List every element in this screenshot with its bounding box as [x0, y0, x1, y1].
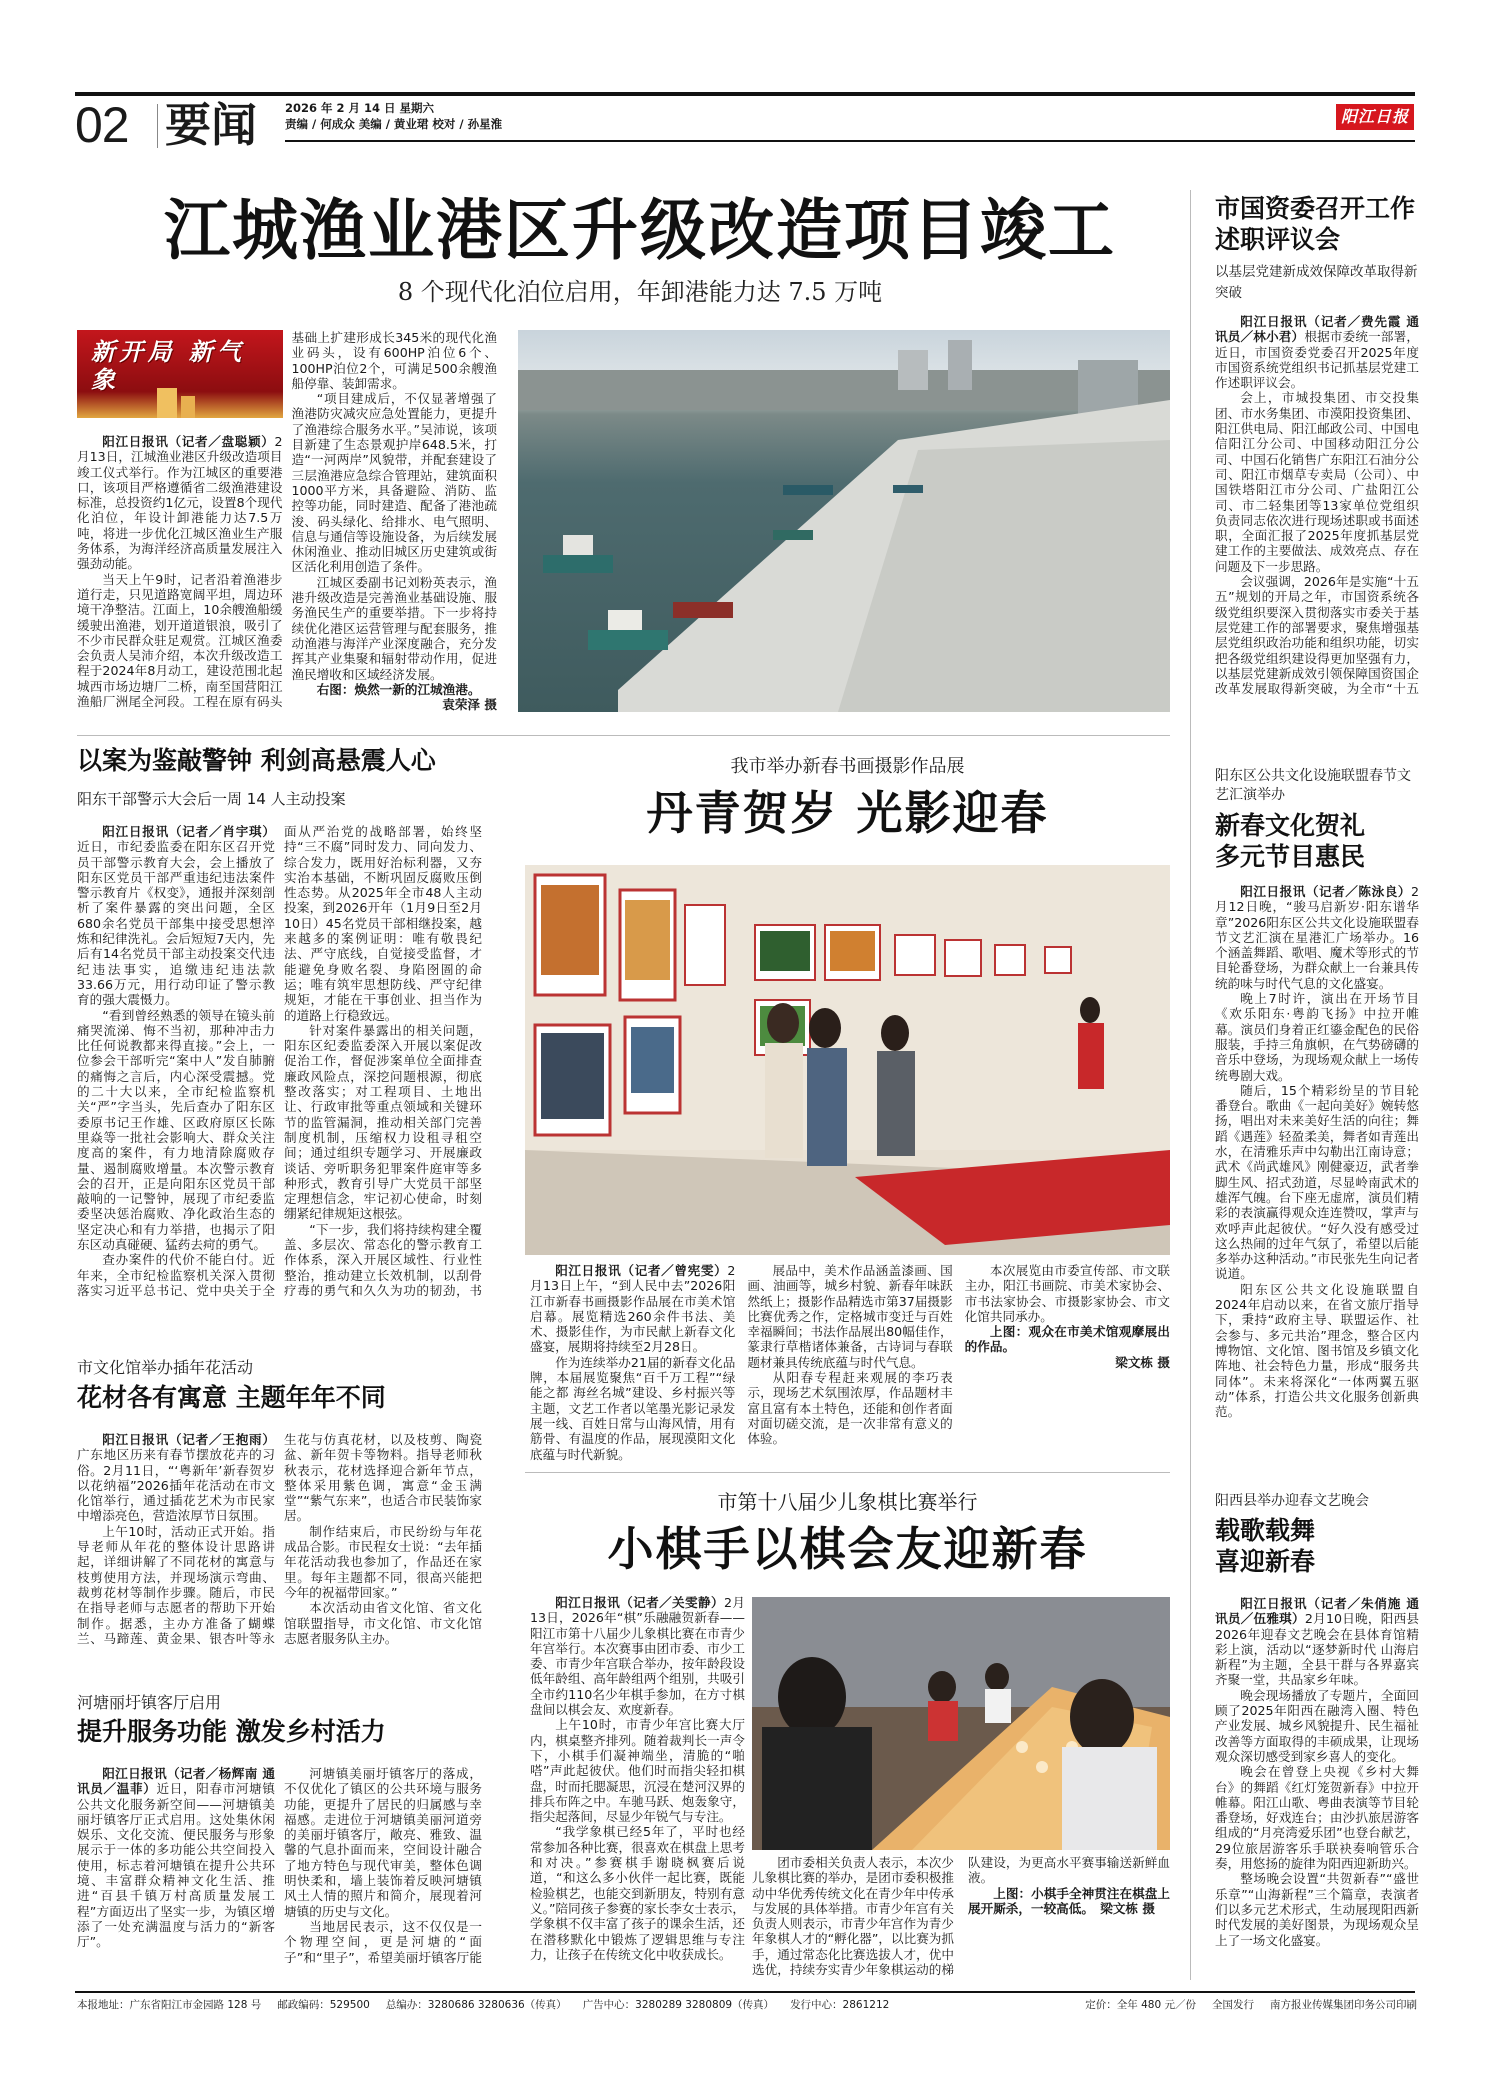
paragraph-text: 2月10日晚，阳西县2026年迎春文艺晚会在县体育馆精彩上演，活动以“逐梦新时代 山海启新程”为主题，全县干群与各界嘉宾齐聚一堂，共品家乡年味。 [1215, 1611, 1419, 1688]
chess-kicker: 市第十八届少儿象棋比赛举行 [717, 1490, 978, 1514]
paragraph-text: 广东地区历来有春节摆放花卉的习俗。2月11日，“‘粤新年’新春贺岁 以花纳福”2026插年花活动在市文化馆举行，通过插花艺术为市民家中增添亮色，营造浓厚节日氛围。 [77, 1447, 275, 1524]
photo-caption [968, 1886, 1170, 1917]
footer-price: 定价：全年 480 元／份 [1085, 1999, 1196, 2011]
footer [77, 1997, 1417, 2012]
byline: 阳江日报讯（记者／关雯静） [555, 1595, 724, 1610]
sasac-body [1215, 314, 1419, 726]
warning-body [77, 824, 482, 1309]
gallery-illustration [525, 865, 1170, 1255]
editors-credit: 责编 / 何成众 美编 / 黄业珺 校对 / 孙星淮 [285, 117, 503, 131]
paragraph [1215, 884, 1419, 991]
paragraph: 上午10时，市青少年宫比赛大厅内，棋桌整齐排列。随着裁判长一声令下，小棋手们凝神端坐，清脆的“啪嗒”声此起彼伏。他们时而指尖轻扣棋盘，时而托腮凝思，沉浸在楚河汉界的排兵布阵之中。车驰马跃、炮轰象守，指尖起落间，尽显少年锐气与专注。 [530, 1717, 745, 1825]
paragraph: 随后，15个精彩纷呈的节目轮番登台。歌曲《一起向美好》婉转悠扬，唱出对未来美好生活的向往；舞蹈《遇莲》轻盈柔美，舞者如青莲出水，在清雅乐声中勾勒出江南诗意；武术《尚武雄风》刚健豪迈，武者拳脚生风、招式劲道，尽显岭南武术的雄浑气魄。台下座无虚席，演员们精彩的表演赢得观众连连赞叹，掌声与欢呼声此起彼伏。“好久没有感受过这么热闹的过年气氛了，希望以后能多举办这种活动。”市民张先生向记者说道。 [1215, 1082, 1419, 1282]
paragraph: 作为连续举办21届的新春文化品牌，本届展览聚焦“百千万工程”“绿能之都 海丝名城”建设、乡村振兴等主题，文艺工作者以笔墨光影记录发展一线、百姓日常与山海风情，用有筋骨、有温度的作品，展现漠阳文化底蕴与时代新貌。 [530, 1354, 736, 1462]
paragraph: 会上，市城投集团、市交投集团、市水务集团、市漠阳投资集团、阳江供电局、阳江邮政公司、中国电信阳江分公司、中国移动阳江分公司、中国石化销售广东阳江石油分公司、阳江市烟草专卖局（公司）、中国铁塔阳江市分公司、广盐阳江公司、市二轻集团等13家单位党组织负责同志依次进行现场述职或书面述职，全面汇报了2025年度抓基层党建工作的主要做法、成效亮点、存在问题及下一步思路。 [1215, 390, 1419, 574]
warning-subheadline: 阳东干部警示大会后一周 14 人主动投案 [77, 790, 346, 808]
caption-text: 上图：观众在市美术馆观摩展出的作品。 [964, 1324, 1170, 1355]
hetang-headline: 提升服务功能 激发乡村活力 [77, 1717, 386, 1746]
paragraph [77, 1766, 275, 1950]
paragraph: 从阳春专程赶来观展的李巧表示，现场艺术氛围浓厚，作品题材丰富且富有本土特色，还能和创作者面对面切磋交流，是一次非常有意义的体验。 [747, 1370, 953, 1447]
footer-issue: 全国发行 [1212, 1999, 1254, 2011]
paragraph-text: 近日，阳春市河塘镇公共文化服务新空间——河塘镇美丽圩镇客厅正式启用。这处集休闲娱乐、文化交流、便民服务与形象展示于一体的多功能公共空间投入使用，标志着河塘镇在提升公共环境、丰富群众精神文化生活、推进“百县千镇万村高质量发展工程”方面迈出了坚实一步，为镇区增添了一处充满温度与活力的“新客厅”。 [77, 1781, 276, 1950]
paragraph: “项目建成后，不仅显著增强了渔港防灾减灾应急处置能力，更提升了渔港综合服务水平。”吴沛说，该项目新建了生态景观护岸648.5米，打造“一河两岸”风貌带，并配套建设了三层渔港应急综合管理站，建筑面积1000平方米，具备避险、消防、监控等功能，同时建造、配备了港池疏浚、码头绿化、给排水、电气照明、信息与通信等设施设备，为后续发展休闲渔业、推动旧城区历史建筑或街区活化利用创造了条件。 [291, 391, 497, 575]
caption-text: 上图：小棋手全神贯注在棋盘上展开厮杀，一较高低。 [968, 1885, 1170, 1916]
top-rule [75, 92, 1415, 96]
exhibit-body [530, 1263, 1170, 1465]
section-title: 要闻 [165, 98, 257, 152]
photo-caption: 右图：焕然一新的江城渔港。 [316, 681, 481, 697]
byline: 阳江日报讯（记者／曾宪雯） [555, 1263, 728, 1278]
lead-headline: 江城渔业港区升级改造项目竣工 [164, 191, 1116, 269]
yangxi-kicker: 阳西县举办迎春文艺晚会 [1215, 1493, 1369, 1509]
exhibit-kicker: 我市举办新春书画摄影作品展 [730, 756, 965, 777]
harbor-photo [518, 330, 1170, 712]
paragraph: 上午10时，活动正式开始。指导老师从年花的整体设计思路讲起，详细讲解了不同花材的寓意与枝剪使用方法，并现场演示弯曲、裁剪花材等制作步骤。随后，市民在指导老师与志愿者的帮助下开始制作。据悉，主办方准备了蝴蝶兰、马蹄莲、黄金果、银杏叶等永生花与仿真花材，以及枝剪、陶瓷盆、新年贺卡等物料。指导老师秋秋表示，花材选择迎合新年节点，整体采用紫色调，寓意“金玉满堂”“紫气东来”，也适合市民装饰家居。 [77, 1432, 482, 1646]
paragraph [77, 824, 275, 1008]
chess-photo [752, 1597, 1170, 1850]
paragraph [1215, 314, 1419, 390]
byline: 阳江日报讯（记者／肖宇琪） [102, 824, 275, 839]
paragraph-text: 2月12日晚，“骏马启新岁·阳东谱华章”2026阳东区公共文化设施联盟春节文艺汇演在星港汇广场举办。16个涵盖舞蹈、歌唱、魔术等形式的节目轮番登场，为群众献上一台兼具传统韵味与时代气息的文化盛宴。 [1215, 884, 1419, 991]
banner-skyline-icon [181, 396, 195, 418]
banner-text: 新开局 新气象 [91, 338, 241, 394]
flowers-body [77, 1432, 482, 1647]
header-divider [157, 104, 158, 148]
footer-address: 本报地址：广东省阳江市金园路 128 号 [77, 1999, 262, 2011]
yangdong-headline: 新春文化贺礼 多元节目惠民 [1215, 811, 1366, 871]
byline: 阳江日报讯（记者／王抱雨） [102, 1432, 275, 1447]
paragraph: 制作结束后，市民纷纷与年花成品合影。市民程女士说：“去年插年花活动我也参加了，作品还在家里。每年主题都不同，很高兴能把今年的祝福带回家。” [284, 1523, 482, 1600]
byline: 阳江日报讯（记者／杨辉南 通讯员／温菲） [77, 1766, 275, 1797]
paragraph: “我学象棋已经5年了，平时也经常参加各种比赛，很喜欢在棋盘上思考和对决。”参赛棋手谢晓枫赛后说道，“和这么多小伙伴一起比赛，既能检验棋艺，也能交到新朋友，特别有意义。”陪同孩子参赛的家长李女士表示，学象棋不仅丰富了孩子的课余生活，还在潜移默化中锻炼了逻辑思维与专注力，让孩子在传统文化中收获成长。 [530, 1824, 745, 1962]
byline: 阳江日报讯（记者／陈泳良） [1240, 884, 1411, 899]
paragraph: “看到曾经熟悉的领导在镜头前痛哭流涕、悔不当初，那种冲击力比任何说教都来得直接。”会上，一位参会干部听完“案中人”发自肺腑的痛悔之言后，内心深受震撼。党的二十大以来，全市纪检监察机关“严”字当头，先后查办了阳东区委原书记王作雄、区政府原区长陈里焱等一批社会影响大、群众关注度高的案件，有力地清除腐败存量、遏制腐败增量。本次警示教育会的召开，正是向阳东区党员干部敲响的一记警钟，展现了市纪委监委坚决惩治腐败、净化政治生态的坚定决心和有力举措，也揭示了阳东区动真碰硬、猛药去疴的勇气。 [77, 1007, 275, 1253]
page-number: 02 [75, 97, 129, 153]
paragraph: 阳东区公共文化设施联盟自2024年启动以来，在省文旅厅指导下，秉持“政府主导、联盟运作、社会参与、多元共治”理念，整合区内博物馆、文化馆、图书馆及乡镇文化阵地、社会特色力量，形成“服务共同体”。未来将深化“一体两翼五驱动”体系，打造公共文化服务创新典范。 [1215, 1281, 1419, 1420]
footer-office: 总编办：3280686 3280636（传真） [385, 1999, 567, 2011]
paragraph: 当天上午9时，记者沿着渔港步道行走，只见道路宽阔平坦，周边环境干净整洁。江面上，10余艘渔船缓缓驶出渔港，划开道道银浪，吸引了不少市民群众驻足观赏。江城区渔委会负责人吴沛介绍，本次升级改造工程于2024年8月动工，建设范围北起城西市场边塘厂二桥，南至国营阳江渔船厂洲尾全河段。工程在原有码头基础上扩建形成长345米的现代化渔业码头，设有600HP泊位6个、100HP泊位2个，可满足500余艘渔船停靠、装卸需求。 [77, 330, 497, 710]
paragraph: 晚上7时许，演出在开场节目《欢乐阳东·粤韵飞扬》中拉开帷幕。演员们身着正红鎏金配色的民俗服装，手持三角旗帜，在气势磅礴的音乐中登场，为现场观众献上一场传统粤剧大戏。 [1215, 991, 1419, 1083]
hetang-kicker: 河塘丽圩镇客厅启用 [77, 1693, 222, 1712]
paragraph: 本次展览由市委宣传部、市文联主办，阳江书画院、市美术家协会、市书法家协会、市摄影家协会、市文化馆共同承办。 [964, 1263, 1170, 1324]
paragraph: “下一步，我们将持续构建全覆盖、多层次、常态化的警示教育工作体系，深入开展区域性、行业性整治，推动建立长效机制，以刮骨疗毒的勇气和久久为功的韧劲，书 [284, 1221, 482, 1298]
header-underline [285, 140, 1415, 142]
flowers-headline: 花材各有寓意 主题年年不同 [77, 1383, 386, 1412]
paragraph-text: 根据市委统一部署，近日，市国资委党委召开2025年度市国资系统党组织书记抓基层党建工作述职评议会。 [1215, 329, 1419, 391]
paragraph-text: 近日，市纪委监委在阳东区召开党员干部警示教育大会，会上播放了阳东区党员干部严重违纪违法案件警示教育片《权变》，通报并深刻剖析了案件暴露的突出问题，全区680余名党员干部集中接受思想淬炼和纪律洗礼。会后短短7天内，先后有14名党员干部主动投案交代违纪违法事实，追缴违纪违法款33.66万元，用行动印证了警示教育的强大震慑力。 [77, 839, 275, 1008]
exhibition-photo [525, 865, 1170, 1255]
harbor-illustration [518, 330, 1170, 712]
paragraph [1215, 1596, 1419, 1688]
footer-postcode: 邮政编码：529500 [277, 1999, 370, 2011]
byline: 阳江日报讯（记者／费先霞 通讯员／林小君） [1215, 314, 1419, 345]
newspaper-logo: 阳江日报 [1336, 104, 1414, 130]
lead-subheadline: 8 个现代化泊位启用，年卸港能力达 7.5 万吨 [397, 278, 883, 306]
paragraph [77, 434, 283, 572]
footer-distribution: 发行中心：2861212 [790, 1999, 890, 2011]
lead-article-body [77, 330, 497, 718]
section-divider [77, 735, 1170, 736]
yangxi-body [1215, 1596, 1419, 1981]
photo-credit: 袁荣泽 摄 [442, 697, 497, 713]
yangdong-kicker: 阳东区公共文化设施联盟春节文艺汇演举办 [1215, 768, 1411, 803]
paragraph: 本次活动由省文化馆、省文化馆联盟指导，市文化馆、市文化馆志愿者服务队主办。 [284, 1600, 482, 1646]
paragraph: 河塘镇美丽圩镇客厅的落成，不仅优化了镇区的公共环境与服务功能，更提升了居民的归属感与幸福感。走进位于河塘镇美丽河道旁的美丽圩镇客厅，敞亮、雅致、温馨的气息扑面而来，空间设计融合了地方特色与现代审美，整体色调明快柔和，墙上装饰着反映河塘镇风土人情的照片和简介，展现着河塘镇的历史与文化。 [284, 1766, 482, 1919]
footer-rule [75, 1991, 1415, 1993]
byline: 阳江日报讯（记者／盘聪颖） [102, 434, 275, 449]
paragraph: 查办案件的代价不能白付。近年来，全市纪检监察机关深入贯彻落实习近平总书记、党中央关于全面从严治党的战略部署，始终坚持“三不腐”同时发力、同向发力、综合发力，既用好治标利器，又夯实治本基础，不断巩固反腐败压倒性态势。从2025年全市48人主动投案，到2026开年（1月9日至2月10日）45名党员干部相继投案，越来越多的案例证明：唯有敬畏纪法、严守底线，自觉接受监督，才能避免身败名裂、身陷囹圄的命运；唯有筑牢思想防线、严守纪律规矩，才能在干事创业、担当作为的道路上行稳致远。 [77, 824, 482, 1298]
footer-ads: 广告中心：3280289 3280809（传真） [582, 1999, 775, 2011]
warning-headline: 以案为鉴敲警钟 利剑高悬震人心 [77, 746, 436, 775]
issue-date: 2026 年 2 月 14 日 星期六 [285, 101, 435, 115]
photo-credit: 梁文栋 摄 [1115, 1354, 1170, 1370]
footer-printer: 南方报业传媒集团印务公司印刷 [1270, 1999, 1417, 2011]
paragraph: 针对案件暴露出的相关问题，阳东区纪委监委深入开展以案促改促治工作，督促涉案单位全面排查廉政风险点，深挖问题根源，彻底整改落实；对工程项目、土地出让、行政审批等重点领域和关键环节的监管漏洞，推动相关部门完善制度机制，压缩权力设租寻租空间；通过组织专题学习、开展廉政谈话、旁听职务犯罪案件庭审等多种形式，教育引导广大党员干部坚定理想信念，牢记初心使命，时刻绷紧纪律规矩这根弦。 [284, 1022, 482, 1222]
chess-illustration [752, 1597, 1170, 1850]
paragraph: 晚会在曾登上央视《乡村大舞台》的舞蹈《红灯笼贺新春》中拉开帷幕。阳江山歌、粤曲表演等节目轮番登场，好戏连台；由沙扒旅居游客组成的“月亮湾爱乐团”也登台献艺，29位旅居游客乐手联袂奏响管乐合奏，用悠扬的旋律为阳西迎新助兴。 [1215, 1764, 1419, 1872]
paragraph [530, 1263, 735, 1355]
paragraph [77, 1432, 275, 1524]
byline: 阳江日报讯（记者／朱俏施 通讯员／伍雅琪） [1215, 1596, 1419, 1627]
paragraph: 江城区委副书记刘粉英表示，渔港升级改造是完善渔业基础设施、服务渔民生产的重要举措。下一步将持续优化港区运营管理与配套服务，推动渔港与海洋产业深度融合，充分发挥其产业集聚和辐射带动作用，促进渔民增收和区域经济发展。 [291, 574, 497, 682]
paragraph-text: 2月13日，2026年“棋”乐融融贺新春——阳江市第十八届少儿象棋比赛在市青少年宫举行。本次赛事由团市委、市少工委、市青少年宫联合举办，按年龄段设低年龄组、高年龄组两个组别，共吸引全市约110名少年棋手参加，在方寸棋盘间以棋会友、欢度新春。 [530, 1595, 745, 1718]
yangdong-body [1215, 884, 1419, 1449]
paragraph: 团市委相关负责人表示，本次少儿象棋比赛的举办，是团市委积极推动中华优秀传统文化在青少年中传承与发展的具体举措。市青少年宫有关负责人则表示，市青少年宫作为青少年象棋人才的“孵化器”，以比赛为抓手，通过常态化比赛选拔人才，优中选优，持续夯实青少年象棋运动的梯队建设，为更高水平赛事输送新鲜血液。 [752, 1855, 1170, 1978]
column-divider [1190, 190, 1191, 1980]
chess-body-left [530, 1595, 745, 1980]
paragraph: 当地居民表示，这不仅仅是一个物理空间，更是河塘的“面子”和“里子”，希望美丽圩镇客厅能 [284, 1918, 482, 1965]
paragraph-text: 2月13日上午，“到人民中去”2026阳江市新春书画摄影作品展在市美术馆启幕。展览精选260余件书法、美术、摄影佳作，为市民献上新春文化盛宴，展期将持续至2月28日。 [530, 1263, 736, 1355]
section-divider [525, 1472, 1170, 1473]
flowers-kicker: 市文化馆举办插年花活动 [77, 1358, 254, 1377]
hetang-body [77, 1766, 482, 1980]
paragraph-text: 2月13日，江城渔业港区升级改造项目竣工仪式举行。作为江城区的重要港口，该项目严格遵循省二级渔港建设标准，总投资约1亿元，设置8个现代化泊位，年设计卸港能力达7.5万吨，将进一步优化江城区渔业生产服务体系，为海洋经济高质量发展注入强劲动能。 [77, 434, 283, 572]
paragraph: 晚会现场播放了专题片，全面回顾了2025年阳西在融湾入圈、特色产业发展、城乡风貌提升、民生福祉改善等方面取得的丰硕成果，让现场观众深切感受到家乡喜人的变化。 [1215, 1687, 1419, 1764]
chess-headline: 小棋手以棋会友迎新春 [607, 1522, 1088, 1576]
photo-credit: 梁文栋 摄 [1100, 1900, 1155, 1916]
paragraph: 会议强调，2026年是实施“十五五”规划的开局之年，市国资系统各级党组织要深入贯彻落实市委关于基层党建工作的部署要求，聚焦增强基层党组织政治功能和组织功能，切实把各级党组织建设得更加坚强有力，以基层党建新成效引领保障国资国企改革发展取得新突破，为全市“十五 [1215, 574, 1419, 697]
exhibit-headline: 丹青贺岁 光影迎春 [646, 786, 1049, 840]
banner-skyline-icon [157, 388, 177, 418]
sasac-subheadline: 以基层党建新成效保障改革取得新突破 [1215, 264, 1418, 301]
chess-body-right [752, 1855, 1170, 1980]
paragraph: 展品中，美术作品涵盖漆画、国画、油画等，城乡村貌、新春年味跃然纸上；摄影作品精选市第37届摄影比赛优秀之作，定格城市变迁与百姓幸福瞬间；书法作品展出80幅佳作，篆隶行草楷诸体兼备，古诗词与春联题材兼具传统底蕴与时代气息。 [747, 1263, 953, 1370]
paragraph [530, 1595, 745, 1717]
yangxi-headline: 载歌载舞 喜迎新春 [1215, 1516, 1316, 1576]
paragraph: 整场晚会设置“共贺新春”“盛世乐章”“山海新程”三个篇章，表演者们以多元艺术形式，生动展现阳西新时代发展的美好图景，为现场观众呈上了一场文化盛宴。 [1215, 1871, 1419, 1948]
photo-caption [965, 1324, 1170, 1355]
sasac-headline: 市国资委召开工作述职评议会 [1215, 194, 1416, 254]
new-start-banner [77, 330, 283, 418]
